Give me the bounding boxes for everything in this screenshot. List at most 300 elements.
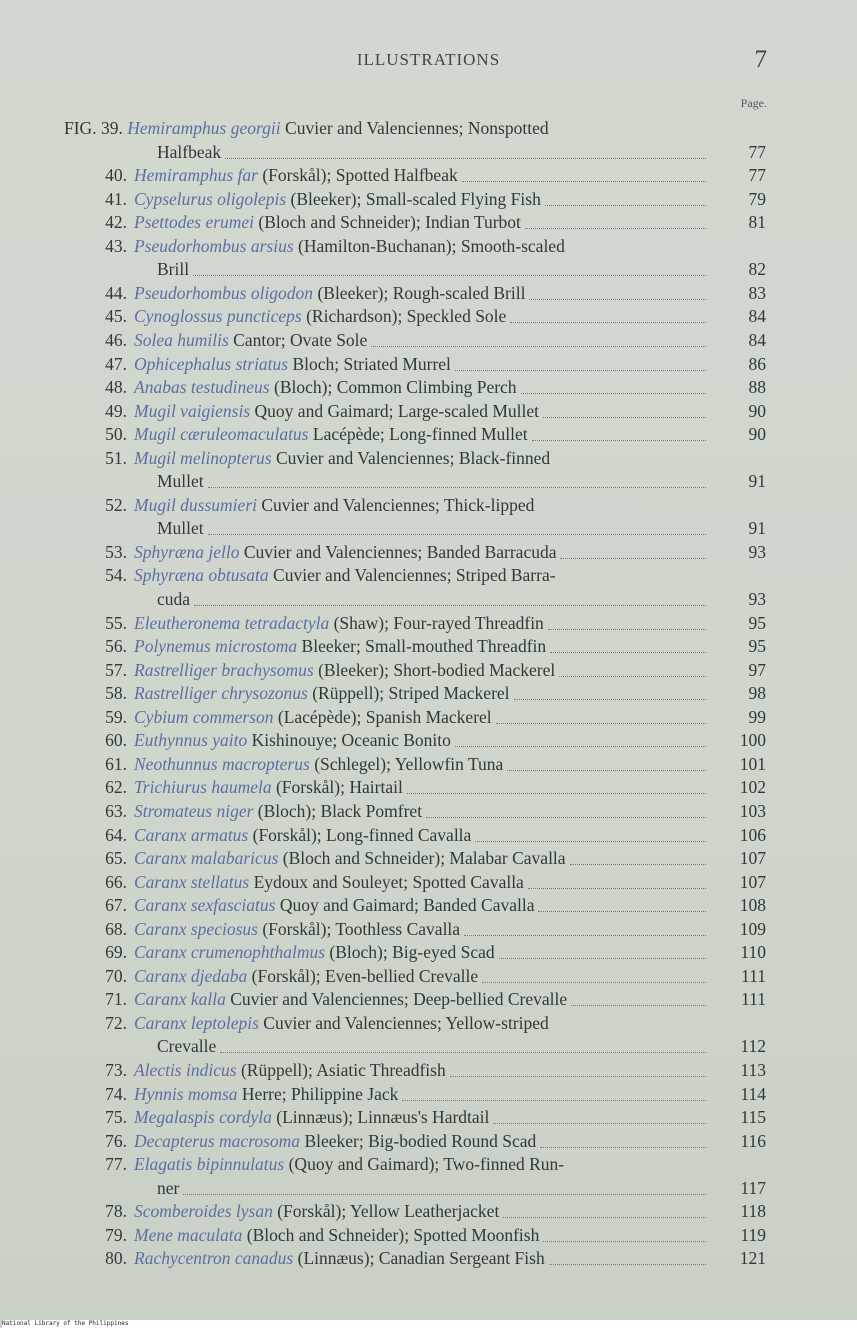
dot-leader bbox=[570, 863, 706, 865]
dot-leader bbox=[220, 1051, 706, 1053]
entry-description: (Forskål); Hairtail bbox=[271, 777, 403, 798]
scientific-name: Psettodes erumei bbox=[134, 212, 255, 233]
dot-leader bbox=[407, 792, 706, 794]
dot-leader bbox=[208, 486, 706, 488]
entry-description: (Richardson); Speckled Sole bbox=[301, 306, 507, 327]
list-item bbox=[0, 682, 857, 705]
figure-number: FIG. 39. Hemiramphus georgii Cuvier and Valenciennes; Nonspotted bbox=[64, 118, 549, 138]
entry-text-continued: ner bbox=[157, 1177, 180, 1198]
figure-number: 50. bbox=[105, 424, 127, 445]
page-ref: 107 bbox=[739, 848, 766, 869]
entry-text-continued: Crevalle bbox=[157, 1036, 217, 1057]
scientific-name: Mugil dussumieri bbox=[134, 494, 257, 515]
list-item-continuation bbox=[0, 1035, 857, 1058]
page-ref: 101 bbox=[739, 753, 766, 774]
list-item bbox=[0, 1224, 857, 1247]
entry-description: (Rüppell); Asiatic Threadfish bbox=[236, 1060, 446, 1080]
dot-leader bbox=[514, 698, 706, 700]
list-item bbox=[0, 564, 857, 587]
page-ref: 84 bbox=[748, 329, 766, 350]
list-item bbox=[0, 800, 857, 823]
entry-description: (Bleeker); Rough-scaled Brill bbox=[313, 282, 526, 303]
scientific-name: Caranx armatus bbox=[134, 824, 249, 845]
entry-text bbox=[134, 753, 503, 776]
entry-text bbox=[134, 164, 458, 187]
scientific-name: Caranx leptolepis bbox=[134, 1012, 259, 1033]
page-ref: 119 bbox=[740, 1224, 766, 1245]
dot-leader bbox=[208, 533, 706, 535]
list-item bbox=[0, 1200, 857, 1223]
dot-leader bbox=[560, 557, 706, 559]
entry-description: (Bloch); Common Climbing Perch bbox=[269, 377, 517, 398]
entry-text bbox=[134, 635, 546, 658]
entry-description: Quoy and Gaimard; Large-scaled Mullet bbox=[250, 400, 539, 421]
figure-number: 49. bbox=[105, 400, 127, 421]
entry-description: (Linnæus); Linnæus's Hardtail bbox=[271, 1107, 490, 1128]
dot-leader bbox=[450, 1075, 706, 1077]
page-ref: 77 bbox=[748, 141, 766, 162]
figure-number: 71. bbox=[105, 989, 127, 1010]
scientific-name: Stromateus niger bbox=[134, 800, 254, 821]
list-item bbox=[0, 729, 857, 752]
scientific-name: Scomberoides lysan bbox=[134, 1201, 273, 1222]
entry-text bbox=[134, 400, 539, 423]
scientific-name: Sphyræna obtusata bbox=[134, 565, 269, 586]
list-item bbox=[0, 400, 857, 423]
entry-text bbox=[134, 541, 556, 564]
page-title: ILLUSTRATIONS bbox=[356, 50, 501, 69]
dot-leader bbox=[559, 675, 706, 677]
entry-description: (Bleeker); Small-scaled Flying Fish bbox=[286, 188, 541, 209]
scientific-name: Euthynnus yaito bbox=[134, 730, 248, 751]
scientific-name: Mugil cæruleomaculatus bbox=[134, 424, 309, 445]
dot-leader bbox=[193, 274, 706, 276]
dot-leader bbox=[548, 628, 706, 630]
entry-description: Bleeker; Big-bodied Round Scad bbox=[300, 1130, 537, 1151]
figure-number: 62. bbox=[105, 777, 127, 798]
entry-description: Cantor; Ovate Sole bbox=[228, 329, 368, 350]
entry-text-continued: Brill bbox=[157, 259, 190, 280]
entry-text bbox=[134, 423, 528, 446]
entry-text bbox=[134, 800, 422, 823]
dot-leader bbox=[571, 1004, 706, 1006]
page-number: 7 bbox=[754, 46, 767, 73]
figure-number: 53. bbox=[105, 541, 127, 562]
scientific-name: Alectis indicus bbox=[134, 1060, 237, 1080]
dot-leader bbox=[402, 1099, 706, 1101]
scientific-name: Polynemus microstoma bbox=[134, 636, 298, 657]
entry-text bbox=[134, 494, 534, 517]
entry-description: Cuvier and Valenciennes; Black-finned bbox=[271, 447, 551, 468]
entry-text bbox=[134, 612, 544, 635]
entry-description: Eydoux and Souleyet; Spotted Cavalla bbox=[249, 871, 524, 892]
page-ref: 88 bbox=[748, 377, 766, 398]
figure-number: 41. bbox=[105, 188, 127, 209]
figure-number: 72. bbox=[105, 1012, 127, 1033]
list-item bbox=[0, 188, 857, 211]
figure-number: 74. bbox=[105, 1083, 127, 1104]
figure-number: 56. bbox=[105, 636, 127, 657]
entry-text bbox=[134, 235, 565, 258]
entry-text bbox=[134, 1224, 539, 1247]
list-item bbox=[0, 235, 857, 258]
page-ref: 90 bbox=[748, 424, 766, 445]
entry-text bbox=[134, 1130, 536, 1153]
figure-number: 79. bbox=[105, 1224, 127, 1245]
list-item bbox=[0, 423, 857, 446]
dot-leader bbox=[528, 887, 706, 889]
dot-leader bbox=[545, 204, 706, 206]
figure-number: 70. bbox=[105, 965, 127, 986]
list-item-continuation bbox=[0, 588, 857, 611]
scientific-name: Pseudorhombus arsius bbox=[134, 235, 294, 256]
scientific-name: Rastrelliger brachysomus bbox=[134, 659, 314, 680]
dot-leader bbox=[499, 957, 706, 959]
page-ref: 111 bbox=[741, 965, 766, 986]
scientific-name: Neothunnus macropterus bbox=[134, 753, 310, 774]
page-ref: 115 bbox=[740, 1107, 766, 1128]
page-ref: 79 bbox=[748, 188, 766, 209]
page-ref: 84 bbox=[748, 306, 766, 327]
list-item bbox=[0, 541, 857, 564]
entry-text bbox=[134, 1059, 446, 1082]
entry-description: (Forskål); Yellow Leatherjacket bbox=[272, 1201, 500, 1222]
dot-leader bbox=[510, 321, 706, 323]
entry-text-continued: Halfbeak bbox=[157, 141, 222, 162]
entry-description: Bleeker; Small-mouthed Threadfin bbox=[297, 636, 547, 657]
entry-description: (Rüppell); Striped Mackerel bbox=[307, 683, 510, 704]
entry-description: (Bloch); Big-eyed Scad bbox=[325, 942, 495, 963]
page-ref: 91 bbox=[748, 471, 766, 492]
list-item bbox=[0, 965, 857, 988]
scientific-name: Hemiramphus georgii bbox=[127, 118, 281, 138]
entry-description: Quoy and Gaimard; Banded Cavalla bbox=[275, 895, 535, 916]
entry-text-continued: cuda bbox=[157, 589, 191, 609]
list-item bbox=[0, 894, 857, 917]
page-ref: 121 bbox=[739, 1248, 766, 1269]
entry-description: Kishinouye; Oceanic Bonito bbox=[247, 730, 451, 751]
figure-number: 76. bbox=[105, 1130, 127, 1151]
dot-leader bbox=[455, 369, 706, 371]
page-ref: 116 bbox=[740, 1130, 766, 1151]
figure-number: 43. bbox=[105, 235, 127, 256]
figure-number: 47. bbox=[105, 353, 127, 374]
list-item bbox=[0, 494, 857, 517]
dot-leader bbox=[183, 1193, 706, 1195]
figure-number: 69. bbox=[105, 942, 127, 963]
entry-description: (Forskål); Spotted Halfbeak bbox=[257, 165, 458, 186]
scientific-name: Trichiurus haumela bbox=[134, 777, 272, 798]
list-item bbox=[0, 776, 857, 799]
dot-leader bbox=[475, 840, 706, 842]
scientific-name: Caranx stellatus bbox=[134, 871, 250, 892]
dot-leader bbox=[455, 745, 706, 747]
list-item bbox=[0, 447, 857, 470]
entry-description: Cuvier and Valenciennes; Nonspotted bbox=[280, 118, 549, 138]
scientific-name: Caranx sexfasciatus bbox=[134, 895, 276, 916]
entry-description: Cuvier and Valenciennes; Deep-bellied Crevalle bbox=[225, 989, 568, 1010]
entry-description: (Bloch and Schneider); Spotted Moonfish bbox=[242, 1224, 540, 1245]
entry-description: (Hamilton-Buchanan); Smooth-scaled bbox=[293, 235, 565, 256]
list-item bbox=[0, 635, 857, 658]
scientific-name: Rachycentron canadus bbox=[134, 1248, 294, 1269]
figure-number: 68. bbox=[105, 918, 127, 939]
page-ref: 99 bbox=[748, 706, 766, 727]
scientific-name: Anabas testudineus bbox=[134, 377, 270, 398]
entry-description: Lacépède; Long-finned Mullet bbox=[308, 424, 528, 445]
figure-number: 51. bbox=[105, 447, 127, 468]
page-column-label: Page. bbox=[740, 96, 767, 110]
page-ref: 112 bbox=[740, 1036, 766, 1057]
entry-text bbox=[134, 376, 517, 399]
figure-number: 42. bbox=[105, 212, 127, 233]
dot-leader bbox=[496, 722, 706, 724]
figure-number: 63. bbox=[105, 800, 127, 821]
entry-text bbox=[134, 729, 451, 752]
list-item bbox=[0, 117, 857, 140]
list-item bbox=[0, 753, 857, 776]
page-ref: 77 bbox=[748, 165, 766, 186]
entry-description: (Forskål); Even-bellied Crevalle bbox=[247, 965, 479, 986]
entry-description: (Bloch); Black Pomfret bbox=[253, 800, 423, 821]
entry-description: (Forskål); Toothless Cavalla bbox=[257, 918, 461, 939]
list-item bbox=[0, 871, 857, 894]
page-ref: 100 bbox=[739, 730, 766, 751]
scientific-name: Cynoglossus puncticeps bbox=[134, 306, 302, 327]
list-item-continuation bbox=[0, 1177, 857, 1200]
list-item bbox=[0, 847, 857, 870]
list-item bbox=[0, 1012, 857, 1035]
entry-description: (Schlegel); Yellowfin Tuna bbox=[309, 753, 504, 774]
entry-description: (Forskål); Long-finned Cavalla bbox=[248, 824, 472, 845]
entry-description: Herre; Philippine Jack bbox=[237, 1083, 399, 1104]
scientific-name: Elagatis bipinnulatus bbox=[134, 1154, 285, 1175]
scientific-name: Ophicephalus striatus bbox=[134, 353, 289, 374]
dot-leader bbox=[550, 651, 706, 653]
dot-leader bbox=[543, 416, 706, 418]
page-ref: 118 bbox=[740, 1201, 766, 1222]
list-item bbox=[0, 918, 857, 941]
list-item-continuation bbox=[0, 141, 857, 164]
list-item bbox=[0, 988, 857, 1011]
list-item bbox=[0, 941, 857, 964]
entry-text bbox=[134, 1083, 398, 1106]
dot-leader bbox=[529, 298, 706, 300]
list-item bbox=[0, 1247, 857, 1270]
entry-text bbox=[134, 353, 451, 376]
entry-text bbox=[134, 329, 367, 352]
dot-leader bbox=[540, 1146, 706, 1148]
dot-leader bbox=[543, 1240, 706, 1242]
entry-description: (Shaw); Four-rayed Threadfin bbox=[329, 612, 544, 633]
scientific-name: Mugil vaigiensis bbox=[134, 400, 251, 421]
figure-number: 52. bbox=[105, 494, 127, 515]
page-ref: 107 bbox=[739, 871, 766, 892]
figure-number: 40. bbox=[105, 165, 127, 186]
entry-text bbox=[134, 824, 471, 847]
page-ref: 111 bbox=[741, 989, 766, 1010]
list-item-continuation bbox=[0, 517, 857, 540]
page-ref: 103 bbox=[739, 800, 766, 821]
figure-number: 67. bbox=[105, 895, 127, 916]
dot-leader bbox=[426, 816, 706, 818]
list-item bbox=[0, 164, 857, 187]
list-item bbox=[0, 305, 857, 328]
scientific-name: Hynnis momsa bbox=[134, 1083, 238, 1104]
figure-number: 45. bbox=[105, 306, 127, 327]
list-item-continuation bbox=[0, 470, 857, 493]
scientific-name: Hemiramphus far bbox=[134, 165, 258, 186]
page-ref: 95 bbox=[748, 636, 766, 657]
scientific-name: Mugil melinopterus bbox=[134, 447, 272, 468]
page-ref: 108 bbox=[739, 895, 766, 916]
page-ref: 109 bbox=[739, 918, 766, 939]
scientific-name: Rastrelliger chrysozonus bbox=[134, 683, 308, 704]
entry-text bbox=[134, 988, 567, 1011]
scientific-name: Mene maculata bbox=[134, 1224, 243, 1245]
dot-leader bbox=[464, 934, 706, 936]
entry-text bbox=[134, 1106, 489, 1129]
figure-number: 54. bbox=[105, 565, 127, 586]
page-ref: 98 bbox=[748, 683, 766, 704]
footer-credit: National Library of the Philippines bbox=[2, 1320, 857, 1328]
list-item bbox=[0, 329, 857, 352]
scientific-name: Caranx djedaba bbox=[134, 965, 248, 986]
entry-text bbox=[134, 659, 555, 682]
entry-text bbox=[134, 564, 556, 587]
scientific-name: Caranx crumenophthalmus bbox=[134, 942, 326, 963]
entry-text bbox=[134, 894, 534, 917]
figure-number: 80. bbox=[105, 1248, 127, 1269]
entry-text bbox=[134, 188, 541, 211]
dot-leader bbox=[462, 180, 706, 182]
figure-number: 55. bbox=[105, 612, 127, 633]
page-ref: 110 bbox=[740, 942, 766, 963]
figure-number: 61. bbox=[105, 753, 127, 774]
page-ref: 93 bbox=[748, 589, 766, 609]
figure-number: 48. bbox=[105, 377, 127, 398]
entry-description: Cuvier and Valenciennes; Banded Barracuda bbox=[239, 541, 557, 562]
scientific-name: Sphyræna jello bbox=[134, 541, 240, 562]
figure-number: 65. bbox=[105, 848, 127, 869]
dot-leader bbox=[525, 227, 706, 229]
figure-number: 59. bbox=[105, 706, 127, 727]
list-item bbox=[0, 282, 857, 305]
page-ref: 93 bbox=[748, 541, 766, 562]
page-ref: 86 bbox=[748, 353, 766, 374]
scientific-name: Cypselurus oligolepis bbox=[134, 188, 287, 209]
scientific-name: Caranx malabaricus bbox=[134, 848, 279, 869]
figure-number: 66. bbox=[105, 871, 127, 892]
figure-number: 57. bbox=[105, 659, 127, 680]
dot-leader bbox=[538, 910, 706, 912]
scientific-name: Solea humilis bbox=[134, 329, 229, 350]
entry-text bbox=[134, 305, 506, 328]
figure-number: 46. bbox=[105, 329, 127, 350]
list-item bbox=[0, 353, 857, 376]
list-item bbox=[0, 1083, 857, 1106]
figure-number: 44. bbox=[105, 282, 127, 303]
entry-text bbox=[134, 1200, 499, 1223]
page-ref: 113 bbox=[740, 1060, 766, 1080]
page-ref: 90 bbox=[748, 400, 766, 421]
page-ref: 102 bbox=[739, 777, 766, 798]
entry-description: (Bleeker); Short-bodied Mackerel bbox=[313, 659, 556, 680]
list-item bbox=[0, 824, 857, 847]
list-item-continuation bbox=[0, 258, 857, 281]
page-ref: 95 bbox=[748, 612, 766, 633]
list-item bbox=[0, 376, 857, 399]
entry-text bbox=[134, 447, 550, 470]
list-item bbox=[0, 1153, 857, 1176]
entry-text bbox=[134, 706, 492, 729]
dot-leader bbox=[482, 981, 706, 983]
scientific-name: Caranx kalla bbox=[134, 989, 226, 1010]
scientific-name: Eleutheronema tetradactyla bbox=[134, 612, 330, 633]
dot-leader bbox=[507, 769, 706, 771]
page-ref: 97 bbox=[748, 659, 766, 680]
entry-text bbox=[134, 1153, 564, 1176]
list-item bbox=[0, 1106, 857, 1129]
entry-description: Cuvier and Valenciennes; Yellow-striped bbox=[258, 1012, 549, 1033]
figure-number: 60. bbox=[105, 730, 127, 751]
entry-text bbox=[134, 941, 495, 964]
entry-text bbox=[134, 847, 566, 870]
figure-number: 78. bbox=[105, 1201, 127, 1222]
list-item bbox=[0, 706, 857, 729]
entry-text bbox=[134, 282, 525, 305]
entry-description: Cuvier and Valenciennes; Thick-lipped bbox=[257, 494, 535, 515]
entry-text bbox=[134, 211, 521, 234]
figure-number: 58. bbox=[105, 683, 127, 704]
page-ref: 114 bbox=[740, 1083, 766, 1104]
dot-leader bbox=[493, 1122, 706, 1124]
dot-leader bbox=[521, 392, 706, 394]
entry-text bbox=[134, 776, 403, 799]
entry-description: (Lacépède); Spanish Mackerel bbox=[273, 706, 492, 727]
dot-leader bbox=[503, 1216, 706, 1218]
list-item bbox=[0, 1059, 857, 1082]
entry-text bbox=[134, 682, 510, 705]
entry-description: (Quoy and Gaimard); Two-finned Run- bbox=[284, 1154, 565, 1175]
entry-description: Bloch; Striated Murrel bbox=[288, 353, 451, 374]
scientific-name: Pseudorhombus oligodon bbox=[134, 282, 314, 303]
entry-text bbox=[134, 1247, 545, 1270]
scientific-name: Cybium commerson bbox=[134, 706, 274, 727]
figure-number: 73. bbox=[105, 1060, 127, 1080]
dot-leader bbox=[549, 1263, 706, 1265]
entry-text bbox=[134, 1012, 549, 1035]
entry-text-continued: Mullet bbox=[157, 518, 204, 539]
scientific-name: Decapterus macrosoma bbox=[134, 1130, 301, 1151]
list-item bbox=[0, 659, 857, 682]
page-ref: 106 bbox=[739, 824, 766, 845]
page-ref: 117 bbox=[740, 1177, 766, 1198]
dot-leader bbox=[532, 439, 706, 441]
scientific-name: Caranx speciosus bbox=[134, 918, 258, 939]
entry-text bbox=[134, 965, 478, 988]
entry-description: (Bloch and Schneider); Indian Turbot bbox=[254, 212, 521, 233]
page-ref: 82 bbox=[748, 259, 766, 280]
page-ref: 83 bbox=[748, 282, 766, 303]
entry-text bbox=[134, 871, 524, 894]
entry-description: (Linnæus); Canadian Sergeant Fish bbox=[293, 1248, 545, 1269]
entry-description: Cuvier and Valenciennes; Striped Barra- bbox=[268, 565, 556, 586]
scientific-name: Megalaspis cordyla bbox=[134, 1107, 272, 1128]
entry-text bbox=[134, 918, 460, 941]
list-item bbox=[0, 211, 857, 234]
dot-leader bbox=[194, 604, 706, 606]
